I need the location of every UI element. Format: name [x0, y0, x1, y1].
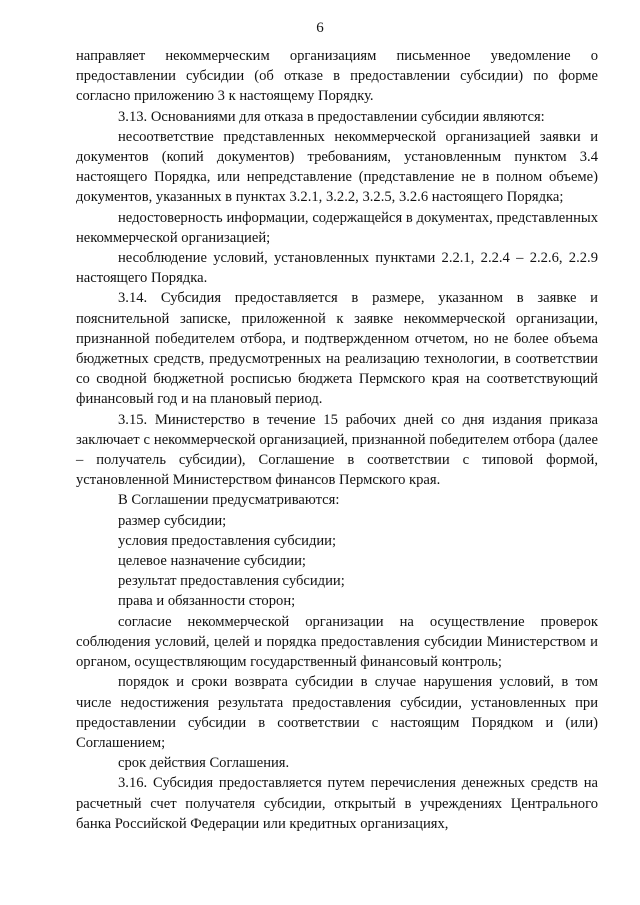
paragraph-refusal-reason-noncompliance: несоблюдение условий, установленных пунктами 2.2.1, 2.2.4 – 2.2.6, 2.2.9 настоящего Порядка. [76, 250, 598, 287]
list-item-result: результат предоставления субсидии; [118, 573, 345, 590]
paragraph-3-16: 3.16. Субсидия предоставляется путем перечисления денежных средств на расчетный счет получателя субсидии, открытый в учреждениях Центрального банка Российской Федерации или кредитных организациях, [76, 775, 598, 832]
paragraph-3-15: 3.15. Министерство в течение 15 рабочих дней со дня издания приказа заключает с некоммерческой организацией, признанной победителем отбора (далее – получатель субсидии), Соглашение в соответствии с типовой формой, установленной Министерством финансов Пермского края. [76, 411, 598, 489]
paragraph-refusal-reason-unreliability: недостоверность информации, содержащейся в документах, представленных некоммерческой организацией; [76, 209, 598, 246]
page-number: 6 [316, 20, 324, 36]
paragraph-agreement-intro: В Соглашении предусматриваются: [118, 492, 340, 509]
list-item-rights-obligations: права и обязанности сторон; [118, 593, 296, 610]
list-item-purpose: целевое назначение субсидии; [118, 553, 306, 570]
document-body [76, 46, 598, 834]
list-item-refund-procedure: порядок и сроки возврата субсидии в случае нарушения условий, в том числе недостижения результата предоставления субсидии, установленных при предоставлении субсидии в соответствии с настоящим Порядком и (или) Соглашением; [76, 674, 598, 751]
paragraph-continuation: направляет некоммерческим организациям письменное уведомление о предоставлении субсидии (об отказе в предоставлении субсидии) по форме согласно приложению 3 к настоящему Порядку. [76, 48, 598, 105]
list-item-subsidy-size: размер субсидии; [118, 512, 227, 529]
list-item-agreement-term: срок действия Соглашения. [118, 755, 290, 772]
paragraph-refusal-reason-nonconformity: несоответствие представленных некоммерческой организацией заявки и документов (копий документов) требованиям, установленным пунктом 3.4 настоящего Порядка, или непредставление (представление не в полном объеме) документов, указанных в пунктах 3.2.1, 3.2.2, 3.2.5, 3.2.6 настоящего Порядка; [76, 128, 598, 206]
list-item-consent-inspections: согласие некоммерческой организации на осуществление проверок соблюдения условий, целей и порядка предоставления субсидии Министерством и органом, осуществляющим государственный финансовый контроль; [76, 613, 598, 671]
paragraph-3-14: 3.14. Субсидия предоставляется в размере, указанном в заявке и пояснительной записке, приложенной к заявке некоммерческой организации, признанной победителем отбора, и подтвержденном отчетом, но не более объема бюджетных средств, предусмотренных на реализацию технологии, в соответствии со сводной бюджетной росписью бюджета Пермского края на соответствующий финансовый год и на плановый период. [76, 290, 598, 408]
paragraph-3-13-heading: 3.13. Основаниями для отказа в предоставлении субсидии являются: [118, 108, 545, 125]
list-item-conditions: условия предоставления субсидии; [118, 532, 337, 549]
